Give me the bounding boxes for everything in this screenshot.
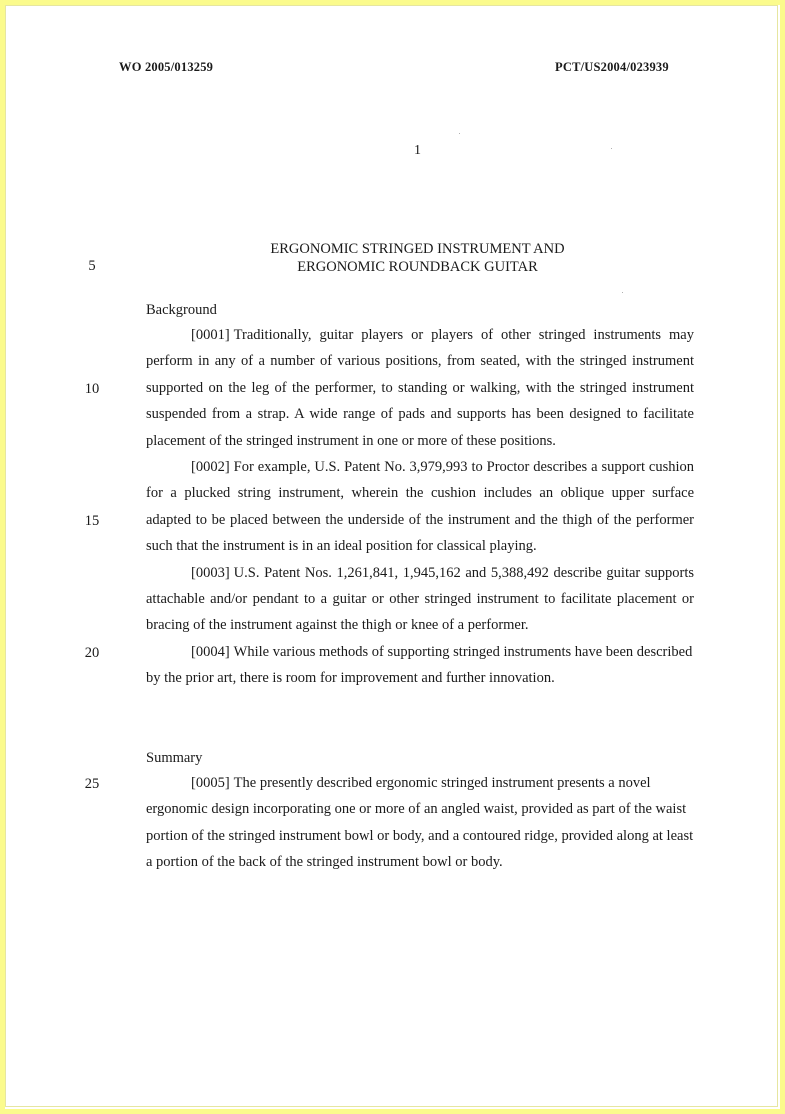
title-line-1: ERGONOMIC STRINGED INSTRUMENT AND: [270, 241, 565, 257]
paragraph-0005: [146, 770, 694, 876]
paragraph-tag: [0003]: [191, 564, 230, 581]
paragraph-text: While various methods of supporting stringed instruments have been described by the prior art, there is room for improvement and further innovation.: [146, 643, 693, 687]
application-number: PCT/US2004/023939: [555, 60, 669, 74]
document-title: [0, 240, 785, 276]
paragraph-tag: [0002]: [191, 459, 230, 476]
line-number-25: 25: [84, 776, 100, 792]
line-number-15: 15: [84, 513, 100, 529]
paragraph-text: Traditionally, guitar players or players of other stringed instruments may perform in any of a number of various positions, from seated, with the stringed instrument supported on the leg of the performer, to standing or walking, with the stringed instrument suspended from a strap. A wide range of pads and supports has been designed to facilitate placement of the stringed instrument in one or more of these positions.: [146, 327, 694, 449]
line-number-20: 20: [84, 645, 100, 661]
scan-speck: [459, 133, 460, 134]
scan-speck: [622, 292, 623, 293]
paragraph-text: The presently described ergonomic stringed instrument presents a novel ergonomic design incorporating one or more of an angled waist, provided as part of the waist portion of the stringed instrument bowl or body, and a contoured ridge, provided along at least a portion of the back of the stringed instrument bowl or body.: [146, 775, 694, 871]
paragraph-0001: [146, 322, 694, 454]
paragraph-text: For example, U.S. Patent No. 3,979,993 to Proctor describes a support cushion for a plucked string instrument, wherein the cushion includes an oblique upper surface adapted to be placed between the underside of the instrument and the thigh of the performer such that the instrument is in an ideal position for classical playing.: [146, 459, 694, 555]
paragraph-tag: [0001]: [191, 327, 230, 343]
paragraph-0002: [146, 454, 694, 560]
publication-number: WO 2005/013259: [119, 60, 214, 74]
paragraph-0003: [146, 560, 694, 639]
line-number-5: 5: [88, 258, 96, 274]
paragraph-0004: [146, 639, 694, 692]
paragraph-text: U.S. Patent Nos. 1,261,841, 1,945,162 and 5,388,492 describe guitar supports attachable and/or pendant to a guitar or other stringed instrument to facilitate placement or bracing of the instrument against the thigh or knee of a performer.: [146, 564, 694, 634]
title-line-2: ERGONOMIC ROUNDBACK GUITAR: [297, 259, 538, 275]
paragraph-tag: [0004]: [191, 643, 230, 660]
background-body: [146, 322, 694, 692]
summary-heading: Summary: [146, 750, 203, 766]
paragraph-tag: [0005]: [191, 775, 230, 791]
line-number-10: 10: [84, 381, 100, 397]
summary-body: [146, 770, 694, 876]
background-heading: Background: [146, 302, 217, 318]
page-number: 1: [414, 143, 421, 158]
